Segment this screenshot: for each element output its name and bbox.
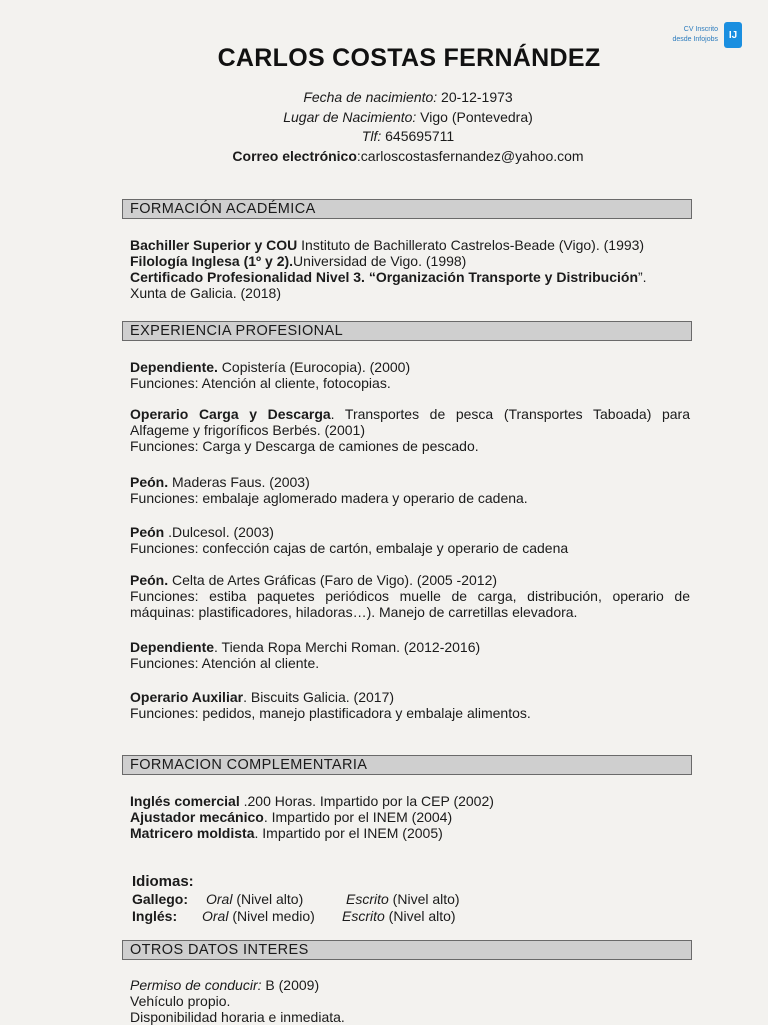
candidate-name: CARLOS COSTAS FERNÁNDEZ: [217, 44, 601, 72]
section-formacion-complementaria: [122, 755, 692, 775]
section-experiencia-profesional: [122, 321, 692, 341]
job-entry: Dependiente. Tienda Ropa Merchi Roman. (2012-2016) Funciones: Atención al cliente.: [130, 639, 481, 671]
course-item: Inglés comercial .200 Horas. Impartido por la CEP (2002): [130, 793, 494, 809]
languages-title: Idiomas:: [132, 873, 194, 890]
complementaria-list: [130, 793, 690, 841]
languages: [132, 873, 460, 925]
formacion-item: Bachiller Superior y COU Instituto de Bachillerato Castrelos-Beade (Vigo). (1993): [130, 237, 645, 253]
section-otros-datos: [122, 940, 692, 960]
language-row: Inglés: Oral (Nivel medio) Escrito (Nivel alto): [132, 908, 456, 924]
otros-list: [130, 977, 690, 1025]
formacion-list: [130, 237, 690, 301]
contact-info: [0, 88, 768, 166]
formacion-item: Xunta de Galicia. (2018): [130, 285, 281, 301]
job-entry: Peón .Dulcesol. (2003) Funciones: confección cajas de cartón, embalaje y operario de cadena: [130, 524, 569, 556]
formacion-item: Certificado Profesionalidad Nivel 3. “Organización Transporte y Distribución”.: [130, 269, 647, 285]
language-row: Gallego: Oral (Nivel alto) Escrito (Nivel alto): [132, 891, 460, 907]
section-title: FORMACIÓN ACADÉMICA: [130, 201, 316, 217]
driving-license: Permiso de conducir: B (2009): [130, 977, 320, 993]
job-entry: Peón. Celta de Artes Gráficas (Faro de Vigo). (2005 -2012) Funciones: estiba paquetes periódicos muelle de carga, distribución, operario de máquinas: plastificadores, hiladoras…). Manejo de carretillas elevadora.: [130, 572, 690, 620]
job-entry: Dependiente. Copistería (Eurocopia). (2000) Funciones: Atención al cliente, fotocopias.: [130, 359, 411, 391]
email: Correo electrónico:carloscostasfernandez@yahoo.com: [232, 147, 584, 164]
course-item: Ajustador mecánico. Impartido por el INEM (2004): [130, 809, 453, 825]
own-vehicle: Vehículo propio.: [130, 993, 231, 1009]
phone: Tlf: 645695711: [361, 128, 455, 144]
badge-text: [672, 25, 718, 45]
section-title: EXPERIENCIA PROFESIONAL: [130, 323, 344, 339]
badge-line-2: desde Infojobs: [672, 36, 718, 43]
formacion-item: Filología Inglesa (1º y 2).Universidad de Vigo. (1998): [130, 253, 467, 269]
infojobs-logo-icon: IJ: [724, 22, 742, 48]
job-entry: Peón. Maderas Faus. (2003) Funciones: embalaje aglomerado madera y operario de cadena.: [130, 474, 528, 506]
course-item: Matricero moldista. Impartido por el INEM (2005): [130, 825, 443, 841]
badge-line-1: CV Inscrito: [683, 26, 718, 33]
section-title: FORMACION COMPLEMENTARIA: [130, 757, 368, 773]
section-title: OTROS DATOS INTERES: [130, 942, 309, 958]
birth-date: Fecha de nacimiento: 20-12-1973: [303, 89, 513, 105]
availability: Disponibilidad horaria e inmediata.: [130, 1009, 345, 1025]
job-entry: Operario Carga y Descarga. Transportes de pesca (Transportes Taboada) para Alfageme y frigoríficos Berbés. (2001) Funciones: Carga y Descarga de camiones de pescado.: [130, 406, 690, 454]
section-formacion-academica: [122, 199, 692, 219]
birth-place: Lugar de Nacimiento: Vigo (Pontevedra): [283, 108, 533, 125]
job-entry: Operario Auxiliar. Biscuits Galicia. (2017) Funciones: pedidos, manejo plastificadora y embalaje alimentos.: [130, 689, 531, 721]
